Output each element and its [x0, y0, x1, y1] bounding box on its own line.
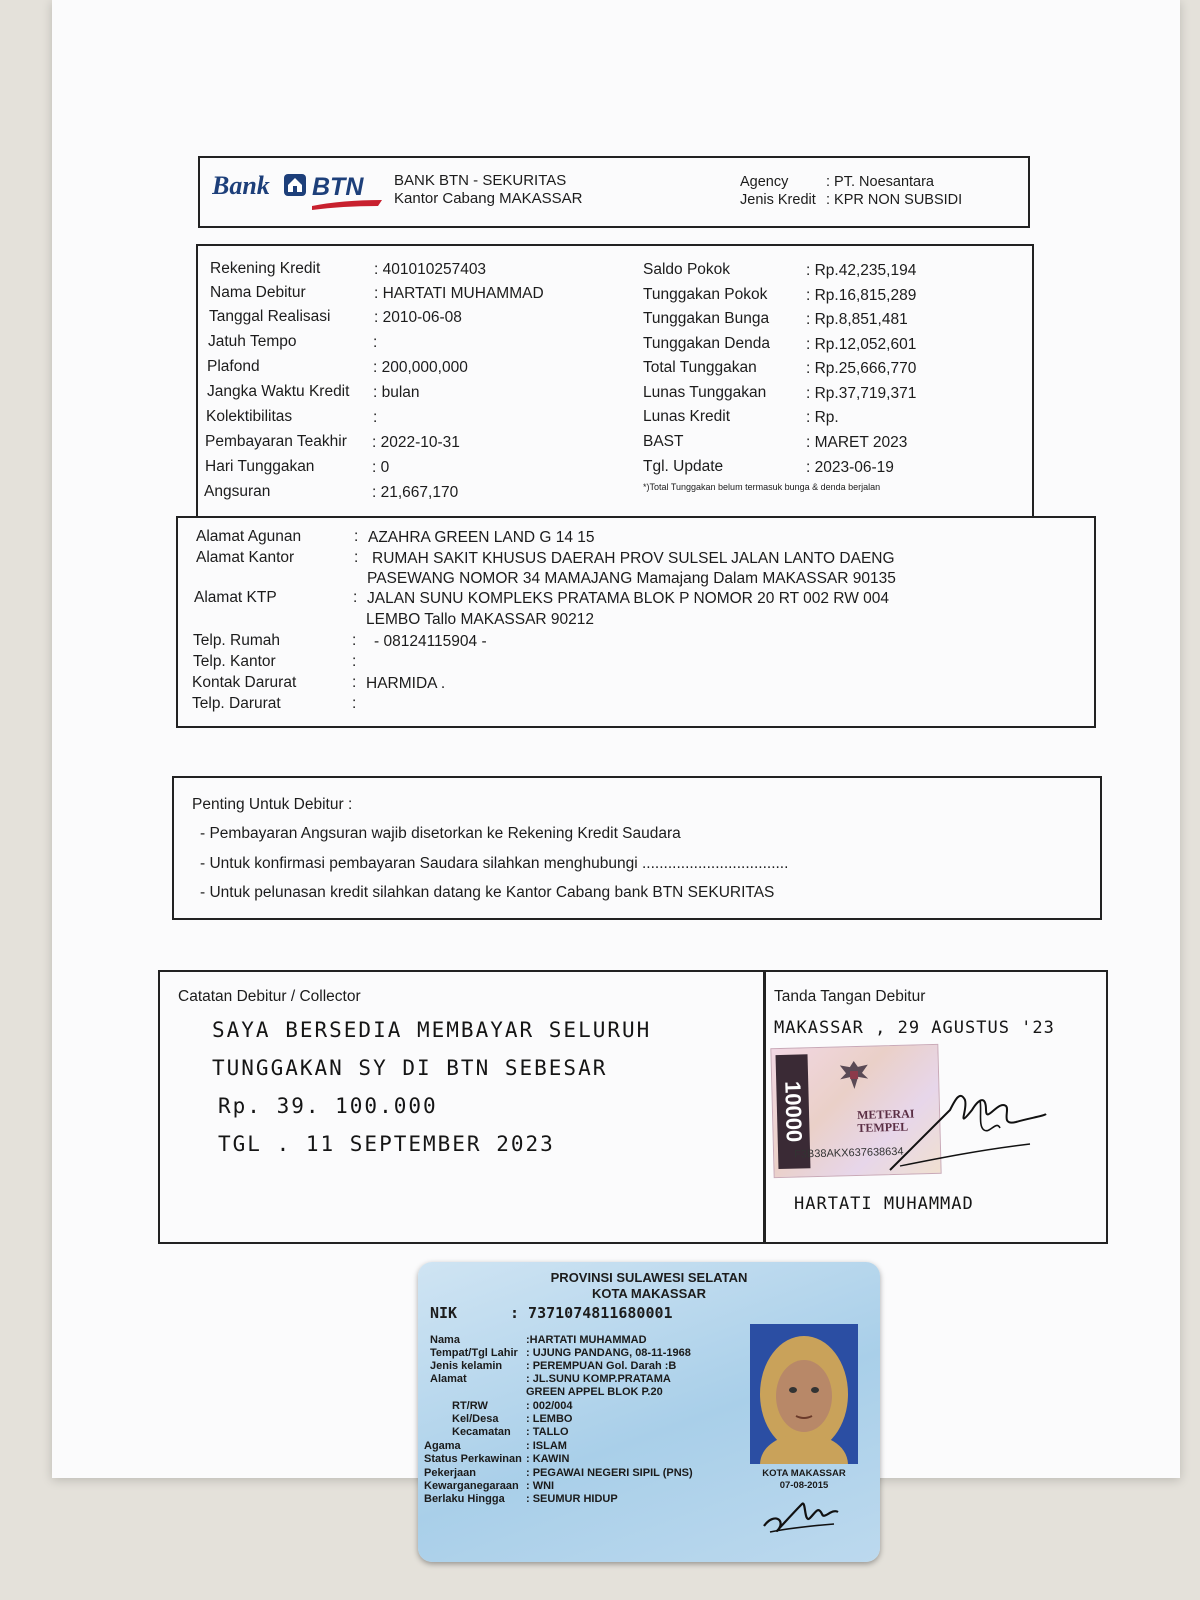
ktp-field-value: GREEN APPEL BLOK P.20 [526, 1386, 663, 1398]
ktp-field-label: Berlaku Hingga [424, 1493, 505, 1505]
account-label: Rekening Kredit [210, 260, 321, 277]
account-value: : [373, 334, 378, 351]
account-box [196, 244, 1034, 518]
address-value: - 08124115904 - [374, 633, 487, 650]
ktp-issue-date: 07-08-2015 [779, 1480, 829, 1491]
ktp-field-label: Status Perkawinan [424, 1453, 522, 1465]
address-colon: : [352, 695, 357, 712]
stamp-text: METERAI TEMPEL [856, 1106, 915, 1135]
handwritten-note-line: SAYA BERSEDIA MEMBAYAR SELURUH [212, 1018, 652, 1042]
agency-value: : PT. Noesantara [826, 174, 934, 190]
balance-label: Tunggakan Denda [643, 335, 770, 352]
notes-divider [763, 972, 766, 1242]
balance-label: Tunggakan Pokok [643, 286, 768, 303]
ktp-city: KOTA MAKASSAR [591, 1286, 707, 1301]
address-colon: : [354, 528, 359, 545]
document-paper [52, 0, 1180, 1478]
ktp-id-card [418, 1262, 880, 1562]
stamp-value: 10000 [780, 1080, 807, 1143]
signature-scribble-icon [860, 1070, 1050, 1180]
account-value: : 401010257403 [374, 261, 487, 278]
ktp-field-label: RT/RW [452, 1400, 488, 1412]
account-value: : 0 [372, 459, 390, 476]
ktp-field-label: Kel/Desa [452, 1413, 499, 1425]
address-colon: : [352, 632, 357, 649]
balance-label: Lunas Kredit [643, 408, 731, 425]
balance-label: Lunas Tunggakan [643, 384, 767, 401]
account-value: : HARTATI MUHAMMAD [374, 285, 544, 302]
balance-label: Saldo Pokok [643, 261, 731, 278]
address-value: RUMAH SAKIT KHUSUS DAERAH PROV SULSEL JALAN LANTO DAENG [372, 550, 895, 567]
balance-value: : Rp.42,235,194 [806, 262, 917, 279]
ktp-nik-label: NIK [430, 1304, 458, 1322]
account-label: Tanggal Realisasi [209, 308, 331, 325]
balance-label: Total Tunggakan [643, 359, 757, 376]
balance-value: : MARET 2023 [806, 434, 908, 451]
ktp-field-value: : PEGAWAI NEGERI SIPIL (PNS) [526, 1467, 693, 1479]
address-value: LEMBO Tallo MAKASSAR 90212 [366, 611, 595, 628]
ktp-field-label: Nama [430, 1334, 460, 1346]
address-label: Alamat Kantor [196, 549, 295, 566]
agency-label: Agency [740, 174, 789, 190]
address-value: AZAHRA GREEN LAND G 14 15 [368, 529, 595, 546]
ktp-field-value: : TALLO [526, 1426, 569, 1438]
signature-title: Tanda Tangan Debitur [774, 988, 926, 1005]
header-box [198, 156, 1030, 228]
signature-name: HARTATI MUHAMMAD [794, 1194, 974, 1214]
balance-label: Tunggakan Bunga [643, 310, 770, 327]
address-colon: : [352, 674, 357, 691]
notice-box [172, 776, 1102, 920]
handwritten-note-line: TUNGGAKAN SY DI BTN SEBESAR [212, 1056, 608, 1080]
branch-name: Kantor Cabang MAKASSAR [394, 190, 583, 207]
account-value: : bulan [373, 384, 420, 401]
address-value: HARMIDA . [366, 675, 446, 692]
notice-item: - Pembayaran Angsuran wajib disetorkan ke Rekening Kredit Saudara [200, 825, 681, 842]
account-value: : 2022-10-31 [372, 434, 460, 451]
ktp-field-value: : JL.SUNU KOMP.PRATAMA [526, 1373, 671, 1385]
balance-value: : Rp. [806, 409, 839, 426]
address-label: Kontak Darurat [192, 674, 297, 691]
ktp-field-value: : SEUMUR HIDUP [526, 1493, 618, 1505]
ktp-issue-city: KOTA MAKASSAR [762, 1468, 846, 1479]
handwritten-note-line: TGL . 11 SEPTEMBER 2023 [218, 1132, 555, 1156]
account-label: Plafond [207, 358, 260, 375]
ktp-field-label: Jenis kelamin [430, 1360, 503, 1372]
account-value: : 200,000,000 [373, 359, 468, 376]
bank-logo [212, 166, 388, 214]
balance-value: : Rp.12,052,601 [806, 336, 917, 353]
ktp-field-label: Pekerjaan [424, 1467, 476, 1479]
balance-value: : Rp.8,851,481 [806, 311, 908, 328]
account-label: Pembayaran Teakhir [205, 433, 347, 450]
address-label: Alamat Agunan [196, 528, 302, 545]
account-value: : 21,667,170 [372, 484, 459, 501]
notes-title: Catatan Debitur / Collector [178, 988, 361, 1005]
notice-item: - Untuk pelunasan kredit silahkan datang ke Kantor Cabang bank BTN SEKURITAS [200, 884, 775, 901]
address-label: Alamat KTP [194, 589, 277, 606]
notice-title: Penting Untuk Debitur : [192, 796, 353, 813]
stamp-code: F3B38AKX637638634 [793, 1145, 904, 1161]
balance-label: Tgl. Update [643, 458, 724, 475]
ktp-field-label: Alamat [430, 1373, 467, 1385]
ktp-signature-icon [756, 1490, 846, 1540]
ktp-photo [750, 1324, 858, 1464]
address-colon: : [354, 549, 359, 566]
ktp-province: PROVINSI SULAWESI SELATAN [550, 1270, 748, 1285]
signature-place-date: MAKASSAR , 29 AGUSTUS '23 [774, 1018, 1055, 1038]
ktp-field-label: Kewarganegaraan [424, 1480, 519, 1492]
arrears-footnote: *)Total Tunggakan belum termasuk bunga & denda berjalan [643, 482, 881, 492]
ktp-field-value: : LEMBO [526, 1413, 573, 1425]
account-label: Hari Tunggakan [205, 458, 315, 475]
ktp-field-label: Kecamatan [452, 1426, 511, 1438]
person-photo-icon [750, 1324, 858, 1464]
ktp-field-value: :HARTATI MUHAMMAD [526, 1334, 647, 1346]
btn-logo-icon [212, 166, 388, 214]
account-value: : 2010-06-08 [374, 309, 462, 326]
balance-label: BAST [643, 433, 684, 450]
balance-value: : Rp.37,719,371 [806, 385, 917, 402]
address-colon: : [352, 653, 357, 670]
address-label: Telp. Darurat [192, 695, 281, 712]
balance-value: : Rp.16,815,289 [806, 287, 917, 304]
svg-text:Bank: Bank [212, 171, 270, 200]
account-label: Nama Debitur [210, 284, 306, 301]
ktp-field-value: : UJUNG PANDANG, 08-11-1968 [526, 1347, 691, 1359]
address-value: PASEWANG NOMOR 34 MAMAJANG Mamajang Dalam MAKASSAR 90135 [367, 570, 896, 587]
address-label: Telp. Kantor [193, 653, 276, 670]
balance-value: : 2023-06-19 [806, 459, 894, 476]
address-box [176, 516, 1096, 728]
address-value: JALAN SUNU KOMPLEKS PRATAMA BLOK P NOMOR 20 RT 002 RW 004 [367, 590, 890, 607]
account-label: Jatuh Tempo [208, 333, 297, 350]
svg-text:BTN: BTN [312, 173, 364, 201]
ktp-field-label: Tempat/Tgl Lahir [430, 1347, 518, 1359]
account-label: Jangka Waktu Kredit [207, 383, 350, 400]
ktp-field-value: : 002/004 [526, 1400, 573, 1412]
credit-type-label: Jenis Kredit [740, 192, 816, 208]
account-value: : [373, 409, 378, 426]
ktp-field-value: : PEREMPUAN Gol. Darah :B [526, 1360, 677, 1372]
address-label: Telp. Rumah [193, 632, 281, 649]
address-colon: : [353, 589, 358, 606]
ktp-nik-value: : 7371074811680001 [510, 1304, 673, 1322]
account-label: Kolektibilitas [206, 408, 293, 425]
notice-item: - Untuk konfirmasi pembayaran Saudara silahkan menghubungi .................................. [200, 855, 789, 872]
handwritten-note-line: Rp. 39. 100.000 [218, 1094, 438, 1118]
notes-box [158, 970, 1108, 1244]
ktp-field-value: : ISLAM [526, 1440, 567, 1452]
credit-type-value: : KPR NON SUBSIDI [826, 192, 963, 208]
bank-name: BANK BTN - SEKURITAS [394, 172, 567, 189]
ktp-field-label: Agama [424, 1440, 461, 1452]
account-label: Angsuran [204, 483, 271, 500]
balance-value: : Rp.25,666,770 [806, 360, 917, 377]
ktp-field-value: : WNI [526, 1480, 555, 1492]
ktp-field-value: : KAWIN [526, 1453, 570, 1465]
